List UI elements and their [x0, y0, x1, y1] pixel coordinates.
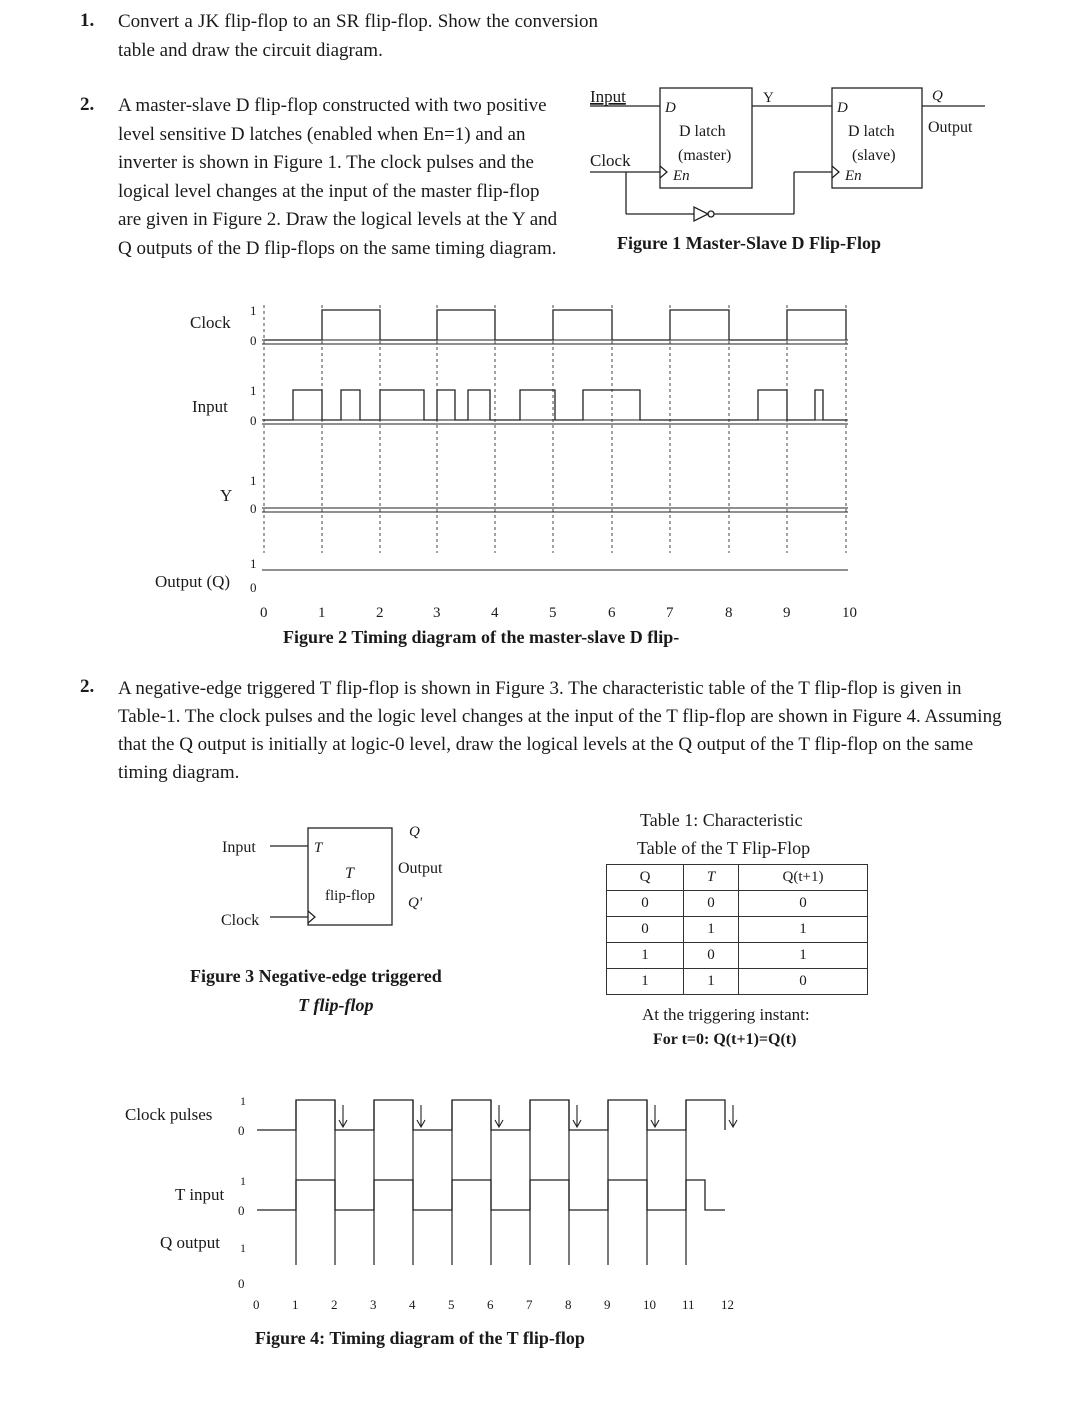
falling-edge-arrow — [729, 1105, 737, 1127]
time-label: 3 — [370, 1297, 377, 1312]
table-1-title-line2: Table of the T Flip-Flop — [637, 838, 811, 858]
table-cell: 1 — [607, 969, 684, 995]
question-2-line: Q outputs of the D flip-flops on the same timing diagram. — [118, 237, 557, 259]
fig1-output-label: Output — [928, 119, 973, 136]
question-2-line: A master-slave D flip-flop constructed with two positive — [118, 95, 547, 116]
time-label: 1 — [292, 1297, 299, 1312]
level-low-label: 0 — [250, 501, 257, 516]
time-label: 4 — [409, 1297, 416, 1312]
question-2-line: logical level changes at the input of the master flip-flop — [118, 180, 540, 202]
falling-edge-arrow — [417, 1105, 425, 1127]
fig1-q-label: Q — [932, 88, 943, 104]
time-label: 7 — [526, 1297, 533, 1312]
table-cell: 1 — [684, 917, 739, 943]
fig1-master-d-pin: D — [665, 100, 676, 116]
question-2-number: 2. — [80, 94, 95, 115]
signal-label: Y — [220, 486, 233, 505]
question-3-number: 2. — [80, 676, 95, 697]
level-high-label: 1 — [240, 1094, 246, 1108]
table-header-cell: T — [684, 865, 739, 891]
figure-4-timing — [0, 1085, 1080, 1320]
question-2-line: are given in Figure 2. Draw the logical levels at the Y and — [118, 209, 558, 230]
question-1-number: 1. — [80, 10, 95, 31]
table-1-title-line1: Table 1: Characteristic — [640, 810, 803, 830]
level-high-label: 1 — [250, 303, 257, 318]
falling-edge-arrow — [339, 1105, 347, 1127]
time-label: 5 — [448, 1297, 455, 1312]
table-cell: 0 — [739, 891, 868, 917]
fig1-slave-d-pin: D — [837, 100, 848, 116]
table-cell: 1 — [607, 943, 684, 969]
time-label: 0 — [253, 1297, 260, 1312]
time-label: 9 — [604, 1297, 611, 1312]
level-low-label: 0 — [238, 1203, 245, 1218]
signal-label: Clock — [190, 313, 231, 332]
fig1-slave-en-pin: En — [845, 168, 862, 184]
level-high-label: 1 — [250, 383, 257, 398]
question-1-text: Convert a JK flip-flop to an SR flip-flop. Show the conversion table and draw the circuit diagram. — [118, 11, 598, 61]
signal-label: Clock pulses — [125, 1105, 213, 1124]
time-label: 0 — [260, 605, 268, 621]
fig3-input-label: Input — [222, 839, 256, 856]
table-cell: 1 — [739, 917, 868, 943]
fig3-qbar-label: Q' — [408, 895, 423, 911]
figure-1-caption: Figure 1 Master-Slave D Flip-Flop — [617, 233, 881, 253]
figure-4-caption: Figure 4: Timing diagram of the T flip-flop — [255, 1328, 585, 1348]
table-cell: 0 — [607, 917, 684, 943]
table-row — [607, 943, 868, 969]
time-label: 7 — [666, 605, 674, 621]
question-2-line: level sensitive D latches (enabled when En=1) and an — [118, 123, 526, 145]
fig1-slave-name: D latch — [848, 123, 895, 140]
question-2-line: inverter is shown in Figure 1. The clock pulses and the — [118, 152, 534, 173]
falling-edge-arrow — [651, 1105, 659, 1127]
time-label: 3 — [433, 605, 441, 621]
level-low-label: 0 — [250, 413, 257, 428]
fig1-clock-label: Clock — [590, 151, 631, 170]
time-label: 11 — [682, 1297, 695, 1312]
fig3-block-t: T — [345, 865, 354, 882]
table-header-cell: Q — [607, 865, 684, 891]
level-low-label: 0 — [250, 580, 257, 595]
time-label: 2 — [376, 605, 384, 621]
time-label: 8 — [565, 1297, 572, 1312]
level-low-label: 0 — [238, 1276, 245, 1291]
level-high-label: 1 — [250, 473, 257, 488]
fig3-q-label: Q — [409, 824, 420, 840]
level-high-label: 1 — [240, 1241, 246, 1255]
table-header-cell: Q(t+1) — [739, 865, 868, 891]
table-row — [607, 969, 868, 995]
table-row — [607, 891, 868, 917]
fig3-clock-label: Clock — [221, 912, 260, 929]
level-high-label: 1 — [250, 556, 257, 571]
signal-label: Q output — [160, 1233, 220, 1252]
level-low-label: 0 — [238, 1123, 245, 1138]
fig3-block-name: flip-flop — [325, 888, 375, 904]
time-label: 5 — [549, 605, 557, 621]
fig1-master-en-pin: En — [673, 168, 690, 184]
figure-1-diagram — [0, 0, 1080, 260]
time-label: 6 — [487, 1297, 494, 1312]
signal-label: Input — [192, 397, 228, 416]
time-label: 12 — [721, 1297, 734, 1312]
fig1-input-label: Input — [590, 87, 626, 106]
figure-2-caption: Figure 2 Timing diagram of the master-slave D flip- — [283, 627, 680, 647]
table-1-note-line1: At the triggering instant: — [642, 1005, 810, 1024]
figure-3-caption-line2: T flip-flop — [298, 995, 374, 1015]
time-label: 8 — [725, 605, 733, 621]
level-high-label: 1 — [240, 1174, 246, 1188]
time-label: 10 — [842, 605, 857, 621]
t-input-waveform — [257, 1180, 725, 1210]
table-cell: 0 — [684, 891, 739, 917]
fig1-master-role: (master) — [678, 147, 732, 164]
falling-edge-arrow — [573, 1105, 581, 1127]
table-header-row — [607, 865, 868, 891]
fig1-y-label: Y — [763, 90, 774, 106]
figure-3-caption-line1: Figure 3 Negative-edge triggered — [190, 966, 442, 986]
table-cell: 0 — [607, 891, 684, 917]
time-label: 2 — [331, 1297, 338, 1312]
table-cell: 1 — [739, 943, 868, 969]
time-label: 10 — [643, 1297, 656, 1312]
table-cell: 1 — [684, 969, 739, 995]
signal-label: Output (Q) — [155, 572, 231, 591]
fig3-output-label: Output — [398, 860, 443, 877]
signal-label: T input — [175, 1185, 225, 1204]
table-1-note-line2: For t=0: Q(t+1)=Q(t) — [653, 1031, 797, 1048]
fig1-slave-role: (slave) — [852, 147, 896, 164]
clock-waveform — [264, 310, 846, 340]
time-label: 9 — [783, 605, 791, 621]
fig1-master-name: D latch — [679, 123, 726, 140]
input-waveform — [264, 390, 846, 420]
time-label: 1 — [318, 605, 326, 621]
falling-edge-arrow — [495, 1105, 503, 1127]
characteristic-table — [606, 864, 868, 995]
figure-2-timing — [0, 295, 1080, 625]
fig3-t-pin: T — [314, 840, 323, 856]
question-3-text: A negative-edge triggered T flip-flop is shown in Figure 3. The characteristic table of the T flip-flop is given in Table-1. The clock pulses and the logic level changes at the input of the T flip-flop are shown in Figure 4. Assuming that the Q output is initially at logic-0 level, draw the logical levels at the Q output of the T flip-flop on the same timing diagram. — [118, 678, 1002, 783]
level-low-label: 0 — [250, 333, 257, 348]
time-label: 6 — [608, 605, 616, 621]
time-label: 4 — [491, 605, 499, 621]
table-cell: 0 — [739, 969, 868, 995]
table-cell: 0 — [684, 943, 739, 969]
table-row — [607, 917, 868, 943]
